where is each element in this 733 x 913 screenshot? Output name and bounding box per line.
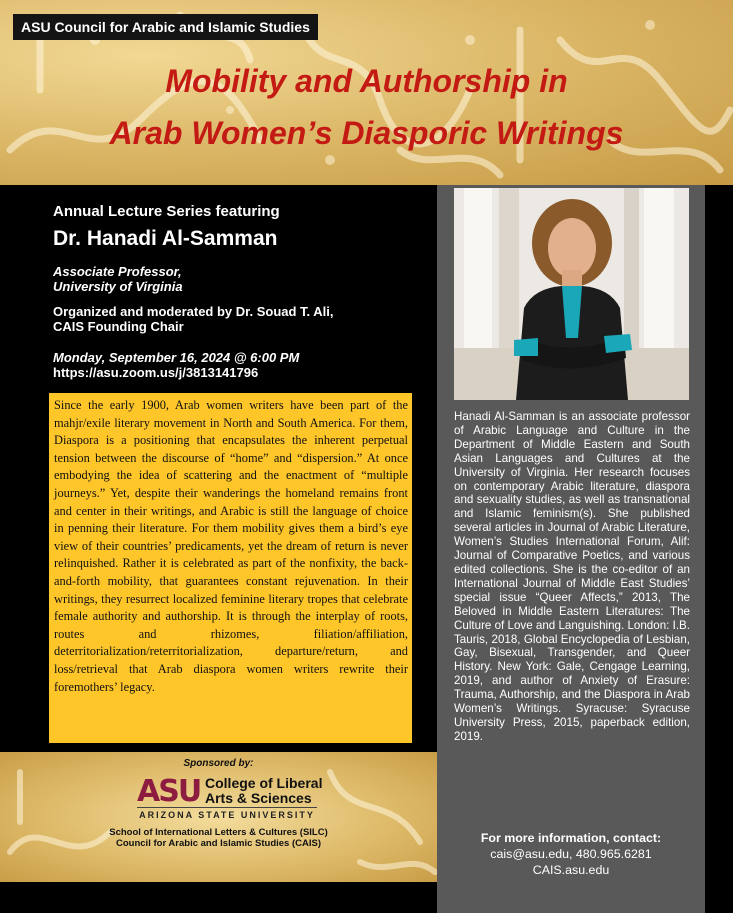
footer-bar — [0, 882, 437, 913]
event-info — [0, 185, 437, 392]
asu-logo: ASU — [137, 774, 201, 809]
organizer-line1: Organized and moderated by Dr. Souad T. Ali, — [53, 304, 334, 319]
contact-email-phone[interactable]: cais@asu.edu, 480.965.6281 — [490, 847, 652, 861]
speaker-bio: Hanadi Al-Samman is an associate professor of Arabic Language and Culture in the Department of Middle Eastern and South Asian Languages and Cultures at the University of Virginia. Her research focuses on contemporary Arabic literature, diaspora and sexuality studies, as well as transnational and Islamic feminism(s). She published several articles in Journal of Arabic Literature, Women’s Studies International Forum, Alif: Journal of Comparative Poetics, and various edited collections. She is the co-editor of an International Journal of Middle East Studies’ special issue “Queer Affects,” 2013, The Beloved in Middle Eastern Literatures: The Culture of Love and Languishing. London: I.B. Tauris, 2018, Global Encyclopedia of Lesbian, Gay, Bisexual, Transgender, and Queer History. New York: Gale, Cengage Learning, 2019, and author of Anxiety of Erasure: Trauma, Authorship, and the Diaspora in Arab Women’s Writings. Syracuse: Syracuse University Press, 2015, paperback edition, 2019. — [454, 410, 690, 743]
unit-line2: Council for Arabic and Islamic Studies (CAIS) — [116, 838, 321, 849]
speaker-portrait — [454, 188, 689, 400]
college-line2: Arts & Sciences — [205, 790, 312, 806]
position-line2: University of Virginia — [53, 279, 183, 294]
organization-tag: ASU Council for Arabic and Islamic Studies — [13, 14, 318, 40]
abstract-box: Since the early 1900, Arab women writers have been part of the mahjr/exile literary movement in North and South America. For them, Diaspora is a positioning that encapsulates the inherent perpetual tension between the discourse of “home” and “dispersion.” At once embodying the idea of scattering and the enactment of “multiple journeys.” Yet, despite their wanderings the homeland remains front and center in their writings, and Arabic is still the language of choice in penning their literature. For them mobility gives them a bird’s eye view of their countries’ predicaments, yet the dream of return is never relinquished. Rather it is celebrated as part of the nonfixity, the back-and-forth mobility, that guarantees constant rejuvenation. In their writings, they resurrect localized feminine literary tropes that celebrate female authority and authorship. It is through the interplay of roots, routes and rhizomes, filiation/affiliation, deterritorialization/reterritorialization, departure/return, and loss/retrieval that Arab diaspora women writers rewrite their foremothers’ legacy. — [49, 393, 412, 743]
logo-divider — [137, 807, 317, 808]
sponsoring-units — [0, 827, 437, 849]
college-line1: College of Liberal — [205, 775, 323, 791]
speaker-position — [53, 264, 183, 294]
sponsor-area — [0, 752, 437, 882]
position-line1: Associate Professor, — [53, 264, 182, 279]
zoom-link[interactable]: https://asu.zoom.us/j/3813141796 — [53, 365, 259, 380]
contact-website[interactable]: CAIS.asu.edu — [532, 863, 610, 877]
university-name: ARIZONA STATE UNIVERSITY — [139, 810, 315, 820]
speaker-photo — [454, 188, 689, 400]
speaker-name: Dr. Hanadi Al-Samman — [53, 227, 278, 250]
organizer-line2: CAIS Founding Chair — [53, 319, 184, 334]
organizer — [53, 304, 334, 334]
event-title-line1: Mobility and Authorship in — [165, 63, 568, 99]
contact-heading: For more information, contact: — [480, 831, 662, 845]
series-label: Annual Lecture Series featuring — [53, 203, 280, 220]
unit-line1: School of International Letters & Cultures (SILC) — [109, 827, 328, 838]
header-banner — [0, 0, 733, 185]
event-date: Monday, September 16, 2024 @ 6:00 PM — [53, 350, 300, 365]
sponsored-label: Sponsored by: — [183, 758, 254, 769]
college-name — [205, 776, 322, 806]
right-border — [705, 185, 733, 913]
event-title-line2: Arab Women’s Diasporic Writings — [109, 115, 624, 151]
